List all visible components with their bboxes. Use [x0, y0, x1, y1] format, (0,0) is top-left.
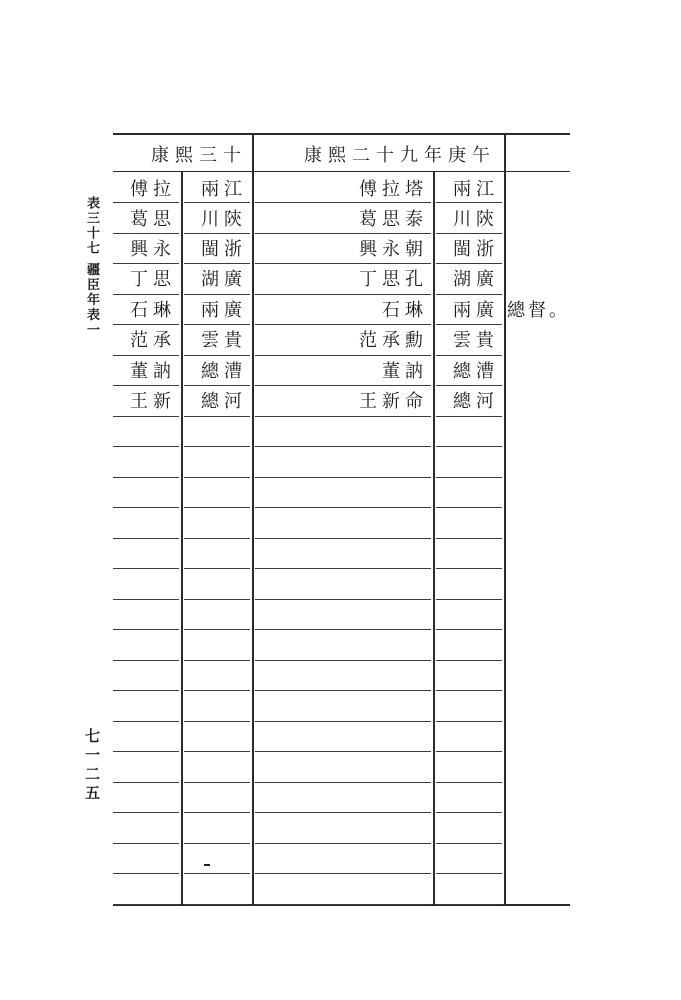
right-official-7: 董訥: [382, 361, 428, 382]
row-rule: [255, 843, 431, 844]
divider-right-names-offices: [433, 172, 435, 904]
left-official-8: 王新: [130, 391, 176, 412]
row-rule: [184, 873, 250, 874]
row-rule: [255, 416, 431, 417]
right-official-2: 葛思泰: [359, 209, 428, 230]
note-governor-general: 總督。: [507, 300, 570, 321]
left-official-4: 丁思: [130, 269, 176, 290]
row-rule: [255, 629, 431, 630]
row-rule: [113, 629, 179, 630]
row-rule: [436, 751, 502, 752]
row-rule: [184, 599, 250, 600]
row-rule: [255, 538, 431, 539]
row-rule: [113, 873, 179, 874]
right-office-3: 閩浙: [453, 239, 499, 260]
row-rule: [184, 843, 250, 844]
left-official-1: 傅拉: [130, 179, 176, 200]
row-rule: [113, 812, 179, 813]
right-official-5: 石琳: [382, 300, 428, 321]
row-rule: [113, 477, 179, 478]
row-rule: [113, 690, 179, 691]
row-rule: [255, 477, 431, 478]
right-official-4: 丁思孔: [359, 269, 428, 290]
ink-mark: [204, 864, 210, 866]
row-rule: [255, 599, 431, 600]
row-rule: [255, 446, 431, 447]
row-rule: [184, 507, 250, 508]
row-rule: [436, 629, 502, 630]
right-office-5: 兩廣: [453, 300, 499, 321]
row-rule: [436, 812, 502, 813]
row-rule: [255, 721, 431, 722]
row-rule: [255, 751, 431, 752]
row-rule: [113, 751, 179, 752]
divider-right-block: [504, 134, 506, 904]
right-office-6: 雲貴: [453, 330, 499, 351]
row-rule: [436, 538, 502, 539]
row-rule: [113, 904, 179, 905]
row-rule: [436, 904, 502, 905]
row-rule: [255, 782, 431, 783]
row-rule: [436, 507, 502, 508]
left-office-1: 兩江: [201, 179, 247, 200]
header-year-right: 康熙二十九年庚午: [304, 145, 496, 166]
row-rule: [113, 416, 179, 417]
left-office-3: 閩浙: [201, 239, 247, 260]
row-rule: [184, 782, 250, 783]
row-rule: [184, 721, 250, 722]
left-office-4: 湖廣: [201, 269, 247, 290]
row-rule: [113, 782, 179, 783]
row-rule: [184, 690, 250, 691]
right-official-6: 范承勳: [359, 330, 428, 351]
left-office-6: 雲貴: [201, 330, 247, 351]
left-office-8: 總河: [201, 391, 247, 412]
top-rule: [113, 133, 570, 135]
row-rule: [113, 599, 179, 600]
right-official-3: 興永朝: [359, 239, 428, 260]
page-number: 七一二五: [83, 728, 101, 804]
row-rule: [255, 873, 431, 874]
row-rule: [113, 538, 179, 539]
row-rule: [255, 690, 431, 691]
right-office-2: 川陝: [453, 209, 499, 230]
row-rule: [255, 812, 431, 813]
row-rule: [436, 660, 502, 661]
row-rule: [436, 843, 502, 844]
row-rule: [436, 477, 502, 478]
row-rule: [184, 904, 250, 905]
row-rule: [184, 751, 250, 752]
row-rule: [436, 721, 502, 722]
row-rule: [113, 721, 179, 722]
right-official-8: 王新命: [359, 391, 428, 412]
row-rule: [184, 568, 250, 569]
divider-left-names-offices: [181, 172, 183, 904]
row-rule: [436, 690, 502, 691]
left-official-2: 葛思: [130, 209, 176, 230]
left-official-5: 石琳: [130, 300, 176, 321]
row-rule: [436, 568, 502, 569]
row-rule: [255, 507, 431, 508]
row-rule: [113, 446, 179, 447]
right-office-1: 兩江: [453, 179, 499, 200]
right-official-1: 傅拉塔: [359, 179, 428, 200]
row-rule: [184, 538, 250, 539]
row-rule: [255, 568, 431, 569]
row-rule: [113, 507, 179, 508]
row-rule: [436, 416, 502, 417]
left-official-3: 興永: [130, 239, 176, 260]
row-rule: [113, 660, 179, 661]
row-rule: [184, 660, 250, 661]
header-year-left: 康熙三十: [151, 145, 247, 166]
left-office-2: 川陝: [201, 209, 247, 230]
right-office-4: 湖廣: [453, 269, 499, 290]
row-rule: [436, 599, 502, 600]
right-office-8: 總河: [453, 391, 499, 412]
row-rule: [255, 660, 431, 661]
left-official-6: 范承: [130, 330, 176, 351]
row-rule: [184, 477, 250, 478]
row-rule: [436, 446, 502, 447]
row-rule: [184, 812, 250, 813]
running-title: 表三十七 疆臣年表一: [84, 196, 99, 338]
divider-left-block: [252, 134, 254, 904]
right-office-7: 總漕: [453, 361, 499, 382]
left-office-7: 總漕: [201, 361, 247, 382]
row-rule: [436, 782, 502, 783]
row-rule: [255, 904, 431, 905]
row-rule: [113, 843, 179, 844]
row-rule: [184, 629, 250, 630]
row-rule: [113, 568, 179, 569]
left-official-7: 董訥: [130, 361, 176, 382]
row-rule: [184, 416, 250, 417]
row-rule: [184, 446, 250, 447]
left-office-5: 兩廣: [201, 300, 247, 321]
row-rule: [436, 873, 502, 874]
